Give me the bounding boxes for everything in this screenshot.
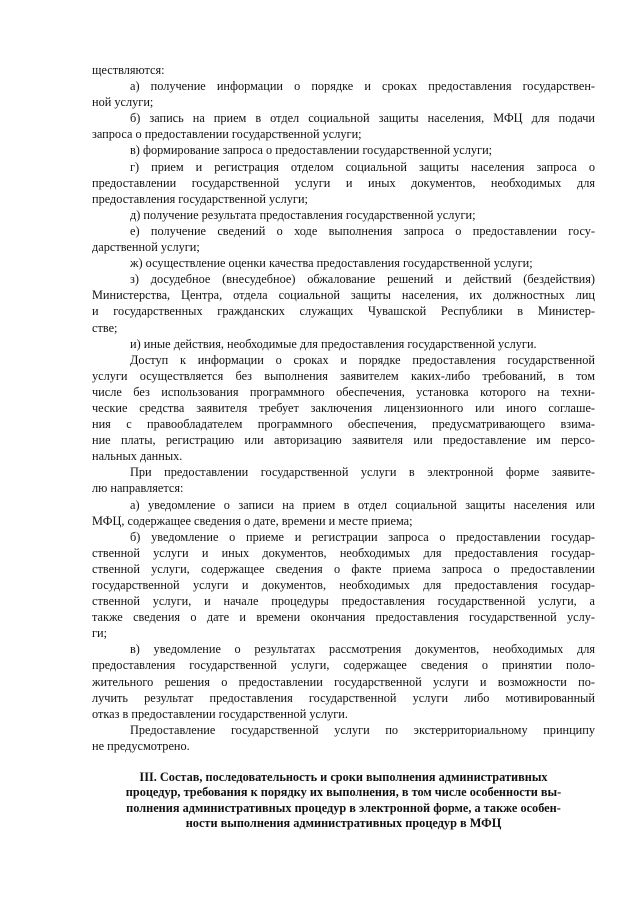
section-heading <box>92 770 595 832</box>
text-line: запроса о предоставлении государственной услуги; <box>92 127 362 142</box>
text-line: не предусмотрено. <box>92 738 190 753</box>
text-line: е) получение сведений о ходе выполнения запроса о предоставлении госу- <box>130 223 595 238</box>
text-line: Доступ к информации о сроках и порядке предоставления государственной <box>130 352 595 367</box>
text-line: и государственных гражданских служащих Чувашской Республики в Министер- <box>92 304 595 319</box>
text-line: отказ в предоставлении государственной услуги. <box>92 706 348 721</box>
text-line: дарственной услуги; <box>92 240 200 255</box>
text-line: Предоставление государственной услуги по экстерриториальному принципу <box>130 722 595 737</box>
heading-line: процедур, требования к порядку их выполнения, в том числе особенности вы- <box>125 785 562 800</box>
text-line: ние платы, регистрацию или авторизацию заявителя или предоставление им персо- <box>92 433 595 448</box>
text-line: ной услуги; <box>92 95 154 110</box>
text-line: ж) осуществление оценки качества предоставления государственной услуги; <box>130 256 533 271</box>
text-line: числе без использования программного обеспечения, установка которого на техни- <box>92 384 595 399</box>
text-line: ния с правообладателем программного обеспечения, предусматривающего взима- <box>92 417 595 432</box>
text-line: и) иные действия, необходимые для предоставления государственной услуги. <box>130 336 537 351</box>
text-line: д) получение результата предоставления государственной услуги; <box>130 207 476 222</box>
text-line: предоставлении государственной услуги и иных документов, необходимых для <box>92 175 595 190</box>
heading-line: III. Состав, последовательность и сроки выполнения административных <box>139 770 548 784</box>
text-line: Министерства, Центра, отдела социальной защиты населения, их должностных лиц <box>92 288 595 303</box>
text-line: государственной услуги и документов, необходимых для предоставления государ- <box>92 578 595 592</box>
text-line: МФЦ, содержащее сведения о дате, времени и месте приема; <box>92 513 413 528</box>
heading-line: полнения административных процедур в электронной форме, а также особен- <box>126 800 561 815</box>
heading-line: ности выполнения административных процедур в МФЦ <box>185 816 502 831</box>
text-line: з) досудебное (внесудебное) обжалование решений и действий (бездействия) <box>130 272 595 287</box>
text-line: предоставления государственной услуги; <box>92 191 308 206</box>
text-line: стве; <box>92 320 118 335</box>
text-line: При предоставлении государственной услуги в электронной форме заявите- <box>130 465 595 480</box>
text-line: в) уведомление о результатах рассмотрения документов, необходимых для <box>130 642 595 657</box>
text-line: б) уведомление о приеме и регистрации запроса о предоставлении государ- <box>130 529 595 544</box>
text-line: ческие средства заявителя требует заключения лицензионного или иного соглаше- <box>92 400 595 415</box>
text-line: лю направляется: <box>92 481 184 496</box>
text-line: ственной услуги, содержащее сведения о факте приема запроса о предоставлении <box>92 561 595 576</box>
text-line: лучить результат предоставления государственной услуги либо мотивированный <box>92 690 595 705</box>
text-line: а) уведомление о записи на прием в отдел социальной защиты населения или <box>130 497 595 512</box>
text-line: также сведения о дате и времени окончания предоставления государственной услу- <box>92 610 595 625</box>
text-line: услуги осуществляется без выполнения заявителем каких-либо требований, в том <box>92 368 595 383</box>
text-line: б) запись на прием в отдел социальной защиты населения, МФЦ для подачи <box>130 111 595 126</box>
text-line: ственной услуги и иных документов, необходимых для предоставления государ- <box>92 545 595 560</box>
text-line: ги; <box>92 626 108 641</box>
text-line: а) получение информации о порядке и сроках предоставления государствен- <box>130 79 595 94</box>
text-line: г) прием и регистрация отделом социальной защиты населения запроса о <box>130 159 595 174</box>
text-line: ственной услуги, и начале процедуры предоставления государственной услуги, а <box>92 594 595 609</box>
text-line: ществляются: <box>92 63 165 77</box>
text-line: нальных данных. <box>92 449 183 464</box>
document-body <box>92 62 595 754</box>
text-line: жительного решения о предоставлении государственной услуги и возможности по- <box>92 674 595 689</box>
text-line: предоставления государственной услуги, содержащее сведения о принятии поло- <box>92 658 595 673</box>
text-line: в) формирование запроса о предоставлении государственной услуги; <box>130 143 493 158</box>
